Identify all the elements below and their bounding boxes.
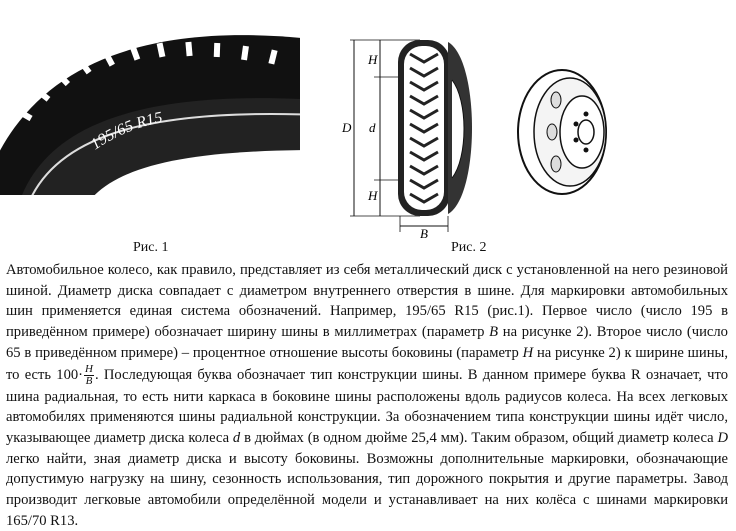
figure-2-caption: Рис. 2 [451, 240, 487, 255]
label-B: B [420, 226, 428, 240]
figure-1-tire-closeup [0, 0, 300, 195]
label-D: D [342, 120, 352, 135]
sidewall-marking: 195/65 R15 [87, 109, 164, 154]
problem-text [6, 260, 728, 531]
paragraph: Автомобильное колесо, как правило, представляет из себя металлический диск с установленной на него резиновой шиной. Диаметр диска совпадает с диаметром внутреннего отверстия в шине. Для маркировки автомобильных шин применяется единая система обозначений. Например, 195/65 R15 (рис.1). Первое число (число 195 в приведённом примере) обозначает ширину шины в миллиметрах (параметр B на рисунке 2). Второе число (число 65 в приведённом примере) – процентное отношение высоты боковины (параметр H на рисунке 2) к ширине шины, то есть 100· $\frac{H}{B}$ . Последующая буква обозначает тип конструкции шины. В данном примере буква R означает, что шина радиальная, то есть нити каркаса в боковине шины расположены вдоль радиусов колеса. На всех легковых автомобилях применяются шины радиальной конструкции. За обозначением типа конструкции шины идёт число, указывающее диаметр диска колеса d в дюймах (в одном дюйме 25,4 мм). Таким образом, общий диаметр колеса D легко найти, зная диаметр диска и высоту боковины. Возможны дополнительные маркировки, обозначающие допустимую нагрузку на шину, сезонность использования, тип дорожного покрытия и другие параметры. Завод производит легковые автомобили определённой модели и устанавливает на них колёса с шинами маркировки 165/70 R13. [6, 262, 728, 529]
figure-2-tire-diagram [340, 20, 640, 240]
label-d: d [369, 120, 376, 135]
fraction-H-over-B: $\frac{H}{B}$ [85, 362, 93, 387]
label-H-bottom: H [368, 188, 378, 203]
figure-1-caption: Рис. 1 [133, 240, 169, 255]
label-H-top: H [368, 52, 378, 67]
